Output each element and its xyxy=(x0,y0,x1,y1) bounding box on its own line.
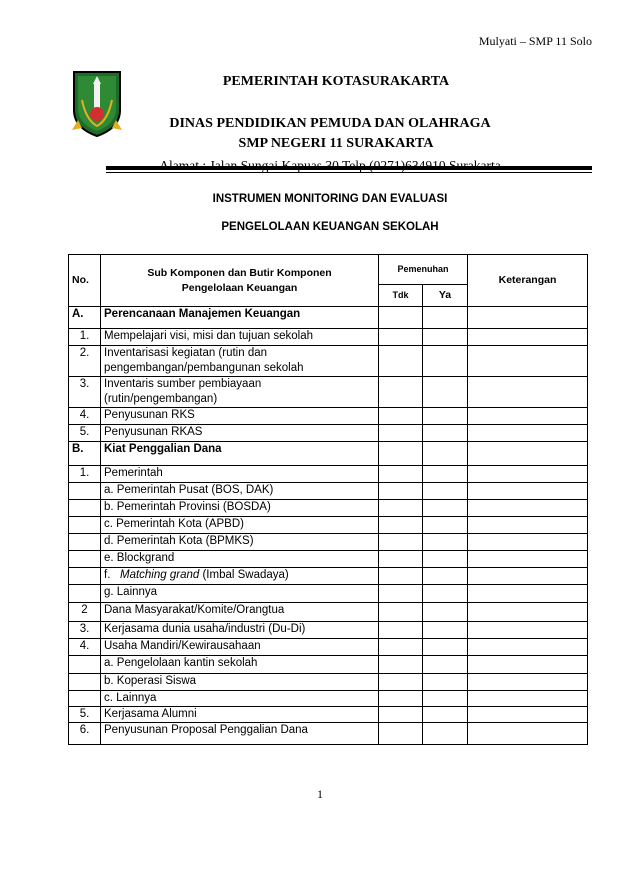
item-text: Penyusunan RKAS xyxy=(101,425,379,442)
ya-cell[interactable] xyxy=(423,408,468,425)
table-row xyxy=(69,483,588,500)
tdk-cell[interactable] xyxy=(379,674,423,691)
item-text-part: (Imbal Swadaya) xyxy=(199,569,289,581)
row-number xyxy=(69,674,101,691)
item-text: Inventaris sumber pembiayaan (rutin/pengembangan) xyxy=(101,377,379,408)
ya-cell[interactable] xyxy=(423,674,468,691)
row-number: 3. xyxy=(69,377,101,408)
ya-cell[interactable] xyxy=(423,568,468,585)
keterangan-cell[interactable] xyxy=(468,466,588,483)
keterangan-cell[interactable] xyxy=(468,603,588,622)
tdk-cell[interactable] xyxy=(379,691,423,707)
tdk-cell[interactable] xyxy=(379,603,423,622)
ya-cell[interactable] xyxy=(423,307,468,329)
row-number xyxy=(69,517,101,534)
ya-cell[interactable] xyxy=(423,723,468,745)
table-row xyxy=(69,442,588,466)
ya-cell[interactable] xyxy=(423,551,468,568)
item-text: d. Pemerintah Kota (BPMKS) xyxy=(101,534,379,551)
item-text: c. Lainnya xyxy=(101,691,379,707)
keterangan-cell[interactable] xyxy=(468,568,588,585)
tdk-cell[interactable] xyxy=(379,585,423,603)
row-number xyxy=(69,568,101,585)
document-subtitle: PENGELOLAAN KEUANGAN SEKOLAH xyxy=(221,221,439,233)
table-row xyxy=(69,329,588,346)
row-number: 5. xyxy=(69,425,101,442)
item-text: b. Pemerintah Provinsi (BOSDA) xyxy=(101,500,379,517)
table-row xyxy=(69,622,588,639)
keterangan-cell[interactable] xyxy=(468,639,588,656)
item-text: Penyusunan Proposal Penggalian Dana xyxy=(101,723,379,745)
row-number: 1. xyxy=(69,466,101,483)
row-number: 4. xyxy=(69,639,101,656)
table-row xyxy=(69,425,588,442)
tdk-cell[interactable] xyxy=(379,517,423,534)
tdk-cell[interactable] xyxy=(379,500,423,517)
table-row xyxy=(69,568,588,585)
ya-cell[interactable] xyxy=(423,425,468,442)
table-row xyxy=(69,408,588,425)
table-row xyxy=(69,377,588,408)
row-number xyxy=(69,585,101,603)
row-number: 4. xyxy=(69,408,101,425)
city-emblem-icon xyxy=(72,70,122,138)
table-row xyxy=(69,585,588,603)
item-text: Kerjasama Alumni xyxy=(101,707,379,723)
item-text-part: Matching grand xyxy=(119,569,200,581)
item-text: Inventarisasi kegiatan (rutin dan pengembangan/pembangunan sekolah xyxy=(101,346,379,377)
table-row xyxy=(69,639,588,656)
letterhead-school: SMP NEGERI 11 SURAKARTA xyxy=(238,136,434,151)
item-text: b. Koperasi Siswa xyxy=(101,674,379,691)
row-number: 2 xyxy=(69,603,101,622)
tdk-cell[interactable] xyxy=(379,723,423,745)
tdk-cell[interactable] xyxy=(379,307,423,329)
ya-cell[interactable] xyxy=(423,377,468,408)
tdk-cell[interactable] xyxy=(379,408,423,425)
tdk-cell[interactable] xyxy=(379,329,423,346)
header-sub-komponen: Sub Komponen dan Butir Komponen Pengelolaan Keuangan xyxy=(101,255,379,307)
header-ya: Ya xyxy=(423,285,468,307)
table-row xyxy=(69,517,588,534)
table-row xyxy=(69,346,588,377)
section-title: Kiat Penggalian Dana xyxy=(101,442,379,466)
ya-cell[interactable] xyxy=(423,656,468,674)
row-number xyxy=(69,500,101,517)
ya-cell[interactable] xyxy=(423,466,468,483)
letterhead-rule-thin xyxy=(106,172,592,173)
keterangan-cell[interactable] xyxy=(468,425,588,442)
tdk-cell[interactable] xyxy=(379,377,423,408)
keterangan-cell[interactable] xyxy=(468,329,588,346)
row-number: 6. xyxy=(69,723,101,745)
item-text-part: f. xyxy=(104,569,120,581)
letterhead-rule xyxy=(106,166,592,170)
item-text xyxy=(101,568,379,585)
keterangan-cell[interactable] xyxy=(468,723,588,745)
keterangan-cell[interactable] xyxy=(468,691,588,707)
row-number: 3. xyxy=(69,622,101,639)
table-row xyxy=(69,674,588,691)
header-tdk: Tdk xyxy=(379,285,423,307)
ya-cell[interactable] xyxy=(423,691,468,707)
tdk-cell[interactable] xyxy=(379,707,423,723)
tdk-cell[interactable] xyxy=(379,639,423,656)
keterangan-cell[interactable] xyxy=(468,656,588,674)
tdk-cell[interactable] xyxy=(379,346,423,377)
table-row xyxy=(69,656,588,674)
section-title: Perencanaan Manajemen Keuangan xyxy=(101,307,379,329)
keterangan-cell[interactable] xyxy=(468,551,588,568)
tdk-cell[interactable] xyxy=(379,425,423,442)
keterangan-cell[interactable] xyxy=(468,483,588,500)
item-text: c. Pemerintah Kota (APBD) xyxy=(101,517,379,534)
table-row xyxy=(69,500,588,517)
ya-cell[interactable] xyxy=(423,603,468,622)
tdk-cell[interactable] xyxy=(379,466,423,483)
ya-cell[interactable] xyxy=(423,483,468,500)
item-text: a. Pemerintah Pusat (BOS, DAK) xyxy=(101,483,379,500)
item-text: Penyusunan RKS xyxy=(101,408,379,425)
row-number: 5. xyxy=(69,707,101,723)
keterangan-cell[interactable] xyxy=(468,442,588,466)
document-title: INSTRUMEN MONITORING DAN EVALUASI xyxy=(212,193,448,205)
keterangan-cell[interactable] xyxy=(468,307,588,329)
table-row xyxy=(69,691,588,707)
table-row xyxy=(69,307,588,329)
ya-cell[interactable] xyxy=(423,585,468,603)
tdk-cell[interactable] xyxy=(379,534,423,551)
keterangan-cell[interactable] xyxy=(468,408,588,425)
table-row xyxy=(69,707,588,723)
item-text: Dana Masyarakat/Komite/Orangtua xyxy=(101,603,379,622)
item-text: Pemerintah xyxy=(101,466,379,483)
item-text: Mempelajari visi, misi dan tujuan sekolah xyxy=(101,329,379,346)
letterhead-government: PEMERINTAH KOTASURAKARTA xyxy=(222,74,450,89)
keterangan-cell[interactable] xyxy=(468,500,588,517)
tdk-cell[interactable] xyxy=(379,622,423,639)
row-number: 1. xyxy=(69,329,101,346)
row-number xyxy=(69,551,101,568)
evaluation-table xyxy=(68,254,588,745)
row-number xyxy=(69,656,101,674)
header-note: Mulyati – SMP 11 Solo xyxy=(478,34,592,48)
header-keterangan: Keterangan xyxy=(468,255,588,307)
keterangan-cell[interactable] xyxy=(468,707,588,723)
table-row xyxy=(69,603,588,622)
ya-cell[interactable] xyxy=(423,639,468,656)
ya-cell[interactable] xyxy=(423,346,468,377)
header-no: No. xyxy=(69,255,101,307)
ya-cell[interactable] xyxy=(423,329,468,346)
item-text: Usaha Mandiri/Kewirausahaan xyxy=(101,639,379,656)
keterangan-cell[interactable] xyxy=(468,377,588,408)
row-number xyxy=(69,534,101,551)
ya-cell[interactable] xyxy=(423,500,468,517)
tdk-cell[interactable] xyxy=(379,483,423,500)
item-text: Kerjasama dunia usaha/industri (Du-Di) xyxy=(101,622,379,639)
tdk-cell[interactable] xyxy=(379,568,423,585)
item-text: a. Pengelolaan kantin sekolah xyxy=(101,656,379,674)
row-number: A. xyxy=(69,307,101,329)
keterangan-cell[interactable] xyxy=(468,674,588,691)
table-row xyxy=(69,551,588,568)
ya-cell[interactable] xyxy=(423,517,468,534)
tdk-cell[interactable] xyxy=(379,551,423,568)
ya-cell[interactable] xyxy=(423,534,468,551)
keterangan-cell[interactable] xyxy=(468,517,588,534)
keterangan-cell[interactable] xyxy=(468,534,588,551)
row-number xyxy=(69,691,101,707)
keterangan-cell[interactable] xyxy=(468,346,588,377)
table-row xyxy=(69,723,588,745)
page-number: 1 xyxy=(317,787,323,801)
ya-cell[interactable] xyxy=(423,442,468,466)
ya-cell[interactable] xyxy=(423,707,468,723)
table-row xyxy=(69,466,588,483)
tdk-cell[interactable] xyxy=(379,442,423,466)
row-number xyxy=(69,483,101,500)
item-text: g. Lainnya xyxy=(101,585,379,603)
ya-cell[interactable] xyxy=(423,622,468,639)
tdk-cell[interactable] xyxy=(379,656,423,674)
keterangan-cell[interactable] xyxy=(468,622,588,639)
item-text: e. Blockgrand xyxy=(101,551,379,568)
header-pemenuhan: Pemenuhan xyxy=(379,255,468,285)
row-number: B. xyxy=(69,442,101,466)
letterhead-department: DINAS PENDIDIKAN PEMUDA DAN OLAHRAGA xyxy=(169,116,491,131)
table-row xyxy=(69,534,588,551)
keterangan-cell[interactable] xyxy=(468,585,588,603)
row-number: 2. xyxy=(69,346,101,377)
